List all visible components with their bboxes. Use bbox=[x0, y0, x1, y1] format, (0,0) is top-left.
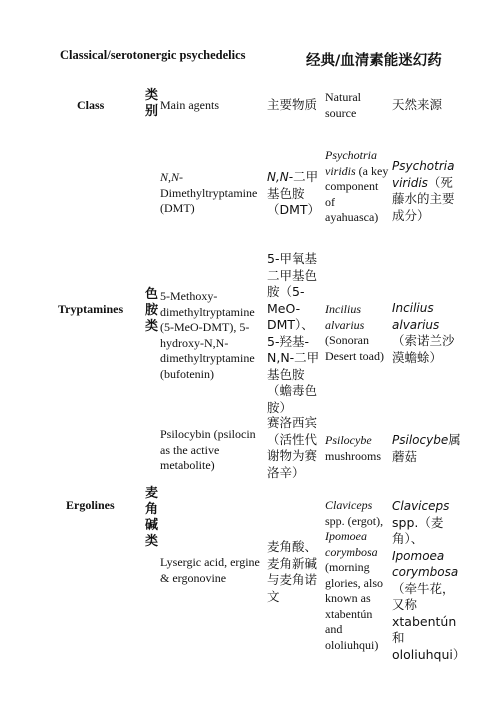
header-natural-source: Natural source bbox=[325, 90, 361, 120]
psilocybin-source-species: Psilocybe bbox=[325, 433, 372, 447]
dmt-agent-rest: Dimethyltryptamine (DMT) bbox=[160, 185, 258, 215]
title-english: Classical/serotonergic psychedelics bbox=[60, 48, 246, 62]
header-class-zh: 类别 bbox=[145, 88, 159, 119]
psilocybin-agent-zh: 赛洛西宾（活性代谢物为赛洛辛） bbox=[267, 415, 318, 480]
bufotenin-source-zh-species: Incilius alvarius bbox=[392, 301, 440, 332]
lsa-agent-zh: 麦角酸、麦角新碱与麦角诺文 bbox=[267, 539, 318, 604]
bufotenin-agent: 5-Methoxy-dimethyltryptamine (5-MeO-DMT), 5-hydroxy-N,N-dimethyltryptamine (bufotenin) bbox=[160, 289, 255, 381]
psilocybin-source-rest: mushrooms bbox=[325, 448, 382, 463]
dmt-source-species: Psychotria viridis bbox=[325, 148, 377, 178]
dmt-source-zh-rest: （死藤水的主要成分） bbox=[392, 174, 455, 223]
dmt-source-zh bbox=[392, 158, 462, 224]
group-ergolines: Ergolines bbox=[66, 498, 115, 512]
group-tryptamines-zh: 色胺类 bbox=[145, 287, 159, 334]
lsa-agent: Lysergic acid, ergine & ergonovine bbox=[160, 555, 260, 585]
dmt-agent-zh-rest: 二甲基色胺（DMT） bbox=[267, 169, 321, 217]
lsa-source-zh-species2: Ipomoea corymbosa bbox=[392, 548, 459, 579]
header-main-agents: Main agents bbox=[160, 98, 219, 112]
bufotenin-source-rest: (Sonoran Desert toad) bbox=[325, 333, 384, 363]
lsa-source-zh-rest: （牵牛花，又称 xtabentún和ololiuhqui） bbox=[392, 580, 466, 662]
header-natural-source-zh: 天然来源 bbox=[392, 97, 443, 112]
lsa-source-species1: Claviceps bbox=[325, 498, 373, 512]
group-ergolines-zh: 麦角碱类 bbox=[145, 486, 159, 549]
group-tryptamines: Tryptamines bbox=[58, 302, 124, 316]
lsa-source-mid: spp. (ergot), bbox=[325, 513, 384, 528]
psilocybin-source-zh-rest: 属蘑菇 bbox=[392, 432, 461, 464]
bufotenin-source-species: Incilius alvarius bbox=[325, 302, 365, 332]
lsa-source-zh-mid: spp.（麦角）、 bbox=[392, 514, 444, 546]
bufotenin-agent-zh: 5-甲氧基二甲基色胺（5-MeO-DMT）、5-羟基-N,N-二甲基色胺（蟾毒色胺） bbox=[267, 251, 320, 415]
bufotenin-source bbox=[325, 302, 389, 364]
bufotenin-source-zh bbox=[392, 300, 464, 366]
dmt-agent bbox=[160, 170, 264, 217]
title-chinese: 经典/血清素能迷幻药 bbox=[306, 53, 442, 69]
lsa-source-zh bbox=[392, 498, 464, 663]
psilocybin-source-zh-species: Psilocybe bbox=[392, 433, 449, 447]
dmt-agent-prefix: N,N- bbox=[160, 170, 184, 184]
dmt-source-rest: (a key component of ayahuasca) bbox=[325, 163, 389, 224]
dmt-source bbox=[325, 148, 389, 226]
dmt-source-zh-species: Psychotria viridis bbox=[392, 159, 455, 190]
psilocybin-agent: Psilocybin (psilocin as the active metabolite) bbox=[160, 427, 256, 472]
header-class: Class bbox=[77, 98, 105, 112]
dmt-agent-zh bbox=[267, 169, 323, 219]
dmt-agent-zh-prefix: N,N- bbox=[267, 170, 294, 184]
lsa-source bbox=[325, 498, 389, 653]
lsa-source-zh-species1: Claviceps bbox=[392, 499, 450, 513]
bufotenin-source-zh-rest: （索诺兰沙漠蟾蜍） bbox=[392, 333, 455, 365]
header-main-agents-zh: 主要物质 bbox=[267, 97, 318, 112]
psilocybin-source bbox=[325, 433, 389, 464]
psilocybin-source-zh bbox=[392, 432, 462, 465]
lsa-source-rest: (morning glories, also known as xtabentún and ololiuhqui) bbox=[325, 560, 383, 652]
lsa-source-species2: Ipomoea corymbosa bbox=[325, 529, 378, 559]
